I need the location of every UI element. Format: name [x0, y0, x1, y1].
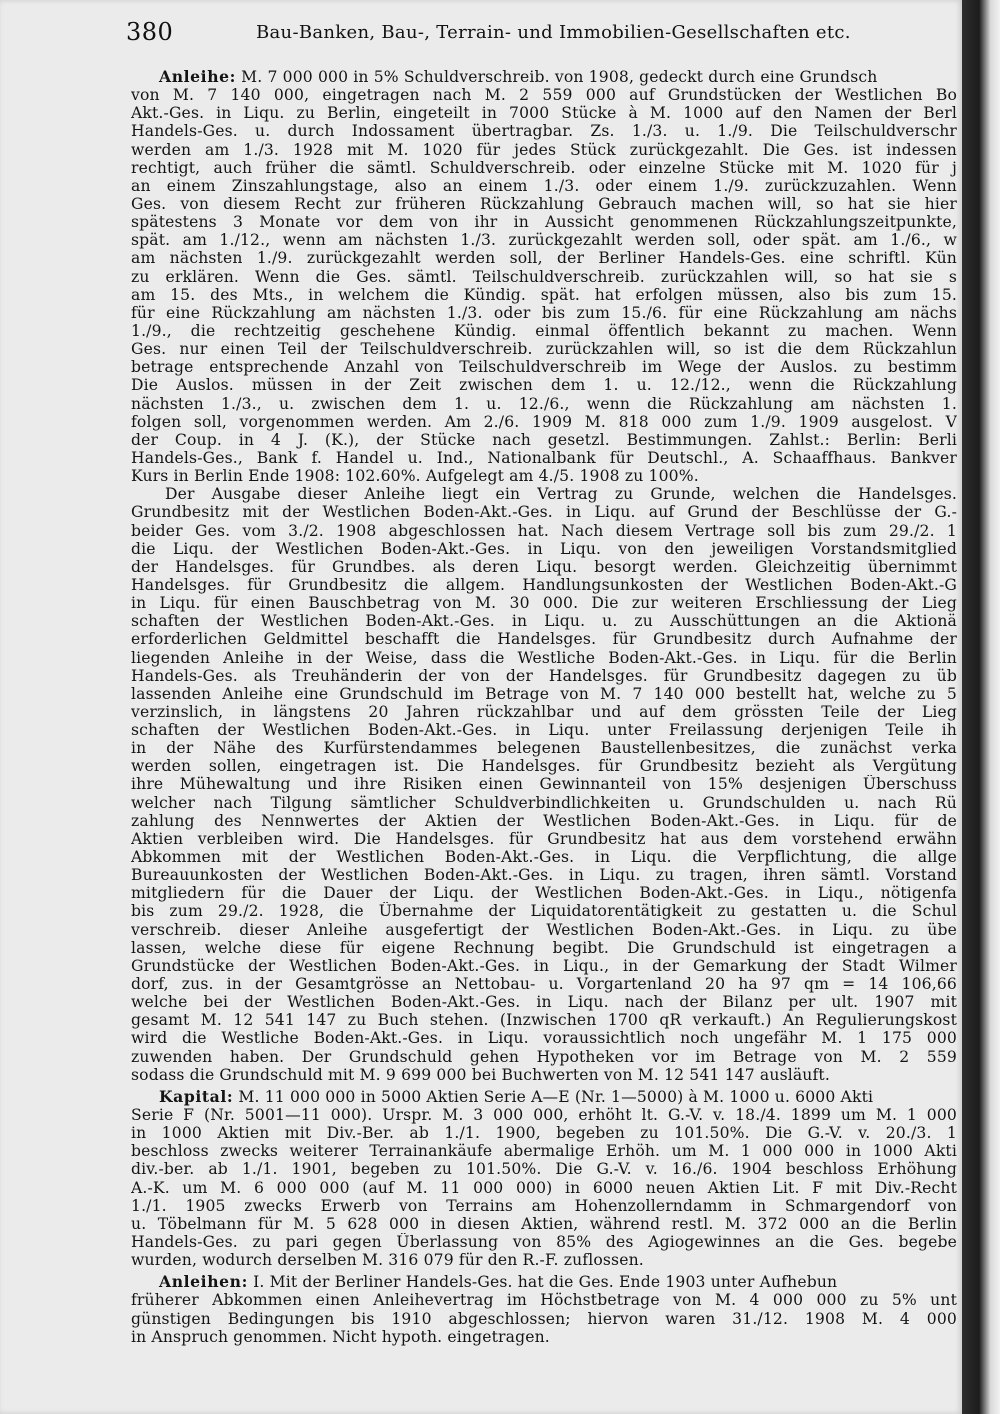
text-line [131, 177, 957, 195]
line-text: in 1000 Aktien mit Div.-Ber. ab 1./1. 1900, begeben zu 101.50%. Die G.-V. v. 20./3. 1 [131, 1124, 957, 1143]
line-text: folgen soll, vorgenommen werden. Am 2./6. 1909 M. 818 000 zum 1./9. 1909 ausgelost. V [131, 412, 957, 431]
text-line [131, 848, 957, 866]
text-line [131, 1106, 957, 1124]
line-text: wird die Westliche Boden-Akt.-Ges. in Liqu. voraussichtlich noch ungefähr M. 1 175 000 [131, 1029, 957, 1048]
line-text: Ges. von diesem Recht zur früheren Rückzahlung Gebrauch machen will, so hat sie hier [131, 194, 957, 213]
text-line [131, 195, 957, 213]
text-line [131, 558, 957, 576]
section-anleihen [131, 1273, 957, 1346]
line-text: Abkommen mit der Westlichen Boden-Akt.-Ges. in Liqu. die Verpflichtung, die allge [131, 848, 957, 867]
line-text: wurden, wodurch derselben M. 316 079 für den R.-F. zuflossen. [131, 1251, 644, 1270]
line-text: Handels-Ges. als Treuhänderin der von der Handelsges. für Grundbesitz dagegen zu üb [131, 666, 957, 685]
line-text: Die Auslos. müssen in der Zeit zwischen dem 1. u. 12./12., wenn die Rückzahlung [131, 376, 957, 395]
line-text: zuwenden haben. Der Grundschuld gehen Hypotheken vor im Betrage von M. 2 559 [131, 1047, 957, 1066]
text-line [131, 667, 957, 685]
line-text: in der Nähe des Kurfürstendammes belegenen Baustellenbesitzes, die zunächst verka [131, 739, 957, 758]
text-line [131, 757, 957, 775]
line-text: verschreib. dieser Anleihe ausgefertigt der Westlichen Boden-Akt.-Ges. in Liqu. zu übe [131, 920, 957, 939]
text-line [131, 649, 957, 667]
section-anleihe [131, 68, 957, 1084]
text-line [131, 1029, 957, 1047]
line-text: Handels-Ges., Bank f. Handel u. Ind., Nationalbank für Deutschl., A. Schaaffhaus. Bankver [131, 448, 957, 467]
text-line [131, 830, 957, 848]
page-body [131, 68, 957, 1346]
line-text: der Handelsges. für Grundbes. als deren Liqu. besorgt werden. Gleichzeitig übernimmt [131, 557, 957, 576]
text-line [131, 1328, 957, 1346]
line-text: verzinslich, in längstens 20 Jahren rückzahlbar und auf dem grössten Teile der Lieg [131, 702, 957, 721]
text-line [131, 141, 957, 159]
text-line [131, 122, 957, 140]
line-text: Grundstücke der Westlichen Boden-Akt.-Ges. in Liqu., in der Gemarkung der Stadt Wilmer [131, 956, 957, 975]
text-line [131, 286, 957, 304]
text-line [131, 939, 957, 957]
line-text: rechtigt, auch früher die sämtl. Schuldverschreib. oder einzelne Stücke mit M. 1020 für j [131, 158, 957, 177]
text-line [131, 431, 957, 449]
line-text: die Liqu. der Westlichen Boden-Akt.-Ges. in Liqu. von den jeweiligen Vorstandsmitglied [131, 539, 957, 558]
line-text: werden am 1./3. 1928 mit M. 1020 für jedes Stück zurückgezahlt. Die Ges. ist indessen [131, 140, 957, 159]
line-text: erforderlichen Geldmittel beschafft die Handelsges. für Grundbesitz durch Aufnahme der [131, 630, 957, 649]
line-text: beschloss zwecks weiterer Terrainankäufe abermalige Erhöh. um M. 1 000 000 in 1000 Akti [131, 1142, 957, 1161]
text-line [131, 1273, 957, 1291]
line-text: Bureauunkosten der Westlichen Boden-Akt.-Ges. in Liqu. zu tragen, ihren sämtl. Vorstand [131, 866, 957, 885]
line-text: welcher nach Tilgung sämtlicher Schuldverbindlichkeiten u. Grundschulden u. nach Rü [131, 793, 957, 812]
text-line [131, 1048, 957, 1066]
line-text: früherer Abkommen einen Anleihevertrag im Höchstbetrage von M. 4 000 000 zu 5% unt [131, 1291, 957, 1310]
line-text: Kurs in Berlin Ende 1908: 102.60%. Aufgelegt am 4./5. 1908 zu 100%. [131, 467, 699, 486]
line-text: zu erklären. Wenn die Ges. sämtl. Teilschuldverschreib. zurückzahlen will, so hat sie s [131, 267, 957, 286]
text-line [131, 522, 957, 540]
page-number: 380 [126, 18, 174, 46]
text-line [131, 1142, 957, 1160]
text-line [131, 957, 957, 975]
line-text: am nächsten 1./9. zurückgezahlt werden soll, der Berliner Handels-Ges. eine schriftl. Kün [131, 249, 957, 268]
page-header [126, 18, 956, 50]
text-line [131, 975, 957, 993]
line-text: beider Ges. vom 3./2. 1908 abgeschlossen hat. Nach diesem Vertrage soll bis zum 29./2. 1 [131, 521, 957, 540]
line-text: Der Ausgabe dieser Anleihe liegt ein Vertrag zu Grunde, welchen die Handelsges. [165, 485, 957, 504]
text-line [131, 703, 957, 721]
line-text: lassen, welche diese für eigene Rechnung begibt. Die Grundschuld ist eingetragen a [131, 938, 957, 957]
line-text: A.-K. um M. 6 000 000 (auf M. 11 000 000) in 6000 neuen Aktien Lit. F mit Div.-Recht [131, 1178, 957, 1197]
text-line [131, 812, 957, 830]
text-line [131, 1233, 957, 1251]
text-line [131, 104, 957, 122]
line-text: u. Töbelmann für M. 5 628 000 in diesen Aktien, während restl. M. 372 000 an die Berlin [131, 1214, 957, 1233]
line-text: an einem Zinszahlungstage, also an einem 1./3. oder einem 1./9. zurückzuzahlen. Wenn [131, 176, 957, 195]
line-text: lassenden Anleihe eine Grundschuld im Betrage von M. 7 140 000 bestellt hat, welche zu 5 [131, 684, 957, 703]
section-heading: Anleihe: [159, 68, 237, 86]
line-text: mitgliedern für die Dauer der Liqu. der Westlichen Boden-Akt.-Ges. in Liqu., nötigenfa [131, 884, 957, 903]
line-text: betrage entsprechende Anzahl von Teilschuldverschreib im Wege der Auslos. zu bestimm [131, 358, 957, 377]
line-text: werden sollen, eingetragen ist. Die Handelsges. für Grundbesitz bezieht als Vergütung [131, 757, 957, 776]
text-line [131, 340, 957, 358]
text-line [131, 1088, 957, 1106]
text-line [131, 68, 957, 86]
text-line [131, 866, 957, 884]
text-line [131, 413, 957, 431]
text-line [131, 213, 957, 231]
text-line [131, 231, 957, 249]
line-text: Serie F (Nr. 5001—11 000). Urspr. M. 3 000 000, erhöht lt. G.-V. v. 18./4. 1899 um M. 1 000 [131, 1106, 957, 1125]
text-line [131, 884, 957, 902]
text-line [131, 322, 957, 340]
text-line [131, 921, 957, 939]
text-line [131, 86, 957, 104]
text-line [131, 902, 957, 920]
line-text: welche bei der Westlichen Boden-Akt.-Ges. in Liqu. nach der Bilanz per ult. 1907 mit [131, 993, 957, 1012]
scan-edge-shadow [962, 0, 1000, 1414]
text-line [131, 1215, 957, 1233]
line-text: nächsten 1./3., u. zwischen dem 1. u. 12./6., wenn die Rückzahlung am nächsten 1. [131, 394, 957, 413]
text-line [131, 1011, 957, 1029]
text-line [131, 540, 957, 558]
text-line [131, 503, 957, 521]
section-kapital [131, 1088, 957, 1269]
line-text: schaften der Westlichen Boden-Akt.-Ges. in Liqu. u. zu Ausschüttungen an die Aktionä [131, 612, 957, 631]
line-text: Aktien verbleiben wird. Die Handelsges. für Grundbesitz hat aus dem vorstehend erwähn [131, 829, 957, 848]
line-text: der Coup. in 4 J. (K.), der Stücke nach gesetzl. Bestimmungen. Zahlst.: Berlin: Berli [131, 430, 957, 449]
line-text: ihre Mühewaltung und ihre Risiken einen Gewinnanteil von 15% desjenigen Überschuss [131, 775, 957, 794]
line-text: 1./9., die rechtzeitig geschehene Kündig. einmal öffentlich bekannt zu machen. Wenn [131, 321, 957, 340]
line-text: M. 7 000 000 in 5% Schuldverschreib. von 1908, gedeckt durch eine Grundsch [236, 68, 878, 86]
text-line [131, 1310, 957, 1328]
section-heading: Kapital: [159, 1087, 234, 1106]
text-line [131, 794, 957, 812]
text-line [131, 594, 957, 612]
line-text: schaften der Westlichen Boden-Akt.-Ges. in Liqu. unter Freilassung derjenigen Teile ih [131, 721, 957, 740]
line-text: bis zum 29./2. 1928, die Übernahme der Liquidatorentätigkeit zu gestatten u. die Schul [131, 902, 957, 921]
text-line [131, 1179, 957, 1197]
line-text: in Liqu. für einen Bauschbetrag von M. 30 000. Die zur weiteren Erschliessung der Lieg [131, 594, 957, 613]
line-text: Handels-Ges. zu pari gegen Überlassung von 85% des Agiogewinnes an die Ges. begebe [131, 1233, 957, 1251]
text-line [131, 993, 957, 1011]
text-line [131, 630, 957, 648]
text-line [131, 395, 957, 413]
line-text: dorf, zus. in der Gesamtgrösse an Nettobau- u. Vorgartenland 20 ha 97 qm = 14 106,66 [131, 975, 957, 994]
line-text: Handelsges. für Grundbesitz die allgem. Handlungsunkosten der Westlichen Boden-Akt.-G [131, 575, 957, 594]
text-line [131, 304, 957, 322]
text-line [131, 1124, 957, 1142]
text-line [131, 249, 957, 267]
running-title: Bau-Banken, Bau-, Terrain- und Immobilien-Gesellschaften etc. [256, 22, 851, 43]
line-text: Handels-Ges. u. durch Indossament übertragbar. Zs. 1./3. u. 1./9. Die Teilschuldverschr [131, 122, 957, 141]
text-line [131, 358, 957, 376]
line-text: 1./1. 1905 zwecks Erwerb von Terrains am Hohenzollerndamm in Schmargendorf von [131, 1196, 957, 1215]
text-line [131, 485, 957, 503]
text-line [131, 159, 957, 177]
text-line [131, 612, 957, 630]
text-line [131, 467, 957, 485]
line-text: gesamt M. 12 541 147 zu Buch stehen. (Inzwischen 1700 qR verkauft.) An Regulierungskost [131, 1011, 957, 1030]
text-line [131, 685, 957, 703]
line-text: div.-ber. ab 1./1. 1901, begeben zu 101.50%. Die G.-V. v. 16./6. 1904 beschloss Erhöhung [131, 1160, 957, 1179]
line-text: spätestens 3 Monate vor dem von ihr in Aussicht genommenen Rückzahlungszeitpunkte, [131, 213, 957, 232]
line-text: I. Mit der Berliner Handels-Ges. hat die Ges. Ende 1903 unter Aufhebun [247, 1273, 838, 1292]
section-heading: Anleihen: [159, 1273, 248, 1292]
line-text: Ges. nur einen Teil der Teilschuldverschreib. zurückzahlen will, so ist die dem Rückzahlun [131, 340, 957, 359]
text-line [131, 1291, 957, 1309]
text-line [131, 576, 957, 594]
line-text: von M. 7 140 000, eingetragen nach M. 2 559 000 auf Grundstücken der Westlichen Bo [131, 86, 957, 105]
text-line [131, 449, 957, 467]
text-line [131, 775, 957, 793]
text-line [131, 1251, 957, 1269]
text-line [131, 1197, 957, 1215]
line-text: für eine Rückzahlung am nächsten 1./3. oder bis zum 15./6. für eine Rückzahlung am nächs [131, 303, 957, 322]
text-line [131, 1160, 957, 1178]
line-text: sodass die Grundschuld mit M. 9 699 000 bei Buchwerten von M. 12 541 147 ausläuft. [131, 1065, 830, 1084]
line-text: am 15. des Mts., in welchem die Kündig. spät. hat erfolgen müssen, also bis zum 15. [131, 285, 957, 304]
line-text: in Anspruch genommen. Nicht hypoth. eingetragen. [131, 1327, 550, 1346]
line-text: M. 11 000 000 in 5000 Aktien Serie A—E (Nr. 1—5000) à M. 1000 u. 6000 Akti [233, 1087, 874, 1106]
text-line [131, 1066, 957, 1084]
text-line [131, 739, 957, 757]
line-text: spät. am 1./12., wenn am nächsten 1./3. zurückgezahlt werden soll, oder spät. am 1./6., w [131, 231, 957, 250]
line-text: Grundbesitz mit der Westlichen Boden-Akt.-Ges. in Liqu. auf Grund der Beschlüsse der G.- [131, 503, 957, 522]
text-line [131, 376, 957, 394]
text-line [131, 268, 957, 286]
line-text: Akt.-Ges. in Liqu. zu Berlin, eingeteilt in 7000 Stücke à M. 1000 auf den Namen der Berl [131, 104, 957, 123]
line-text: günstigen Bedingungen bis 1910 abgeschlossen; hiervon waren 31./12. 1908 M. 4 000 [131, 1309, 957, 1328]
text-line [131, 721, 957, 739]
line-text: liegenden Anleihe in der Weise, dass die Westliche Boden-Akt.-Ges. in Liqu. für die Berlin [131, 648, 957, 667]
line-text: zahlung des Nennwertes der Aktien der Westlichen Boden-Akt.-Ges. in Liqu. für de [131, 811, 957, 830]
